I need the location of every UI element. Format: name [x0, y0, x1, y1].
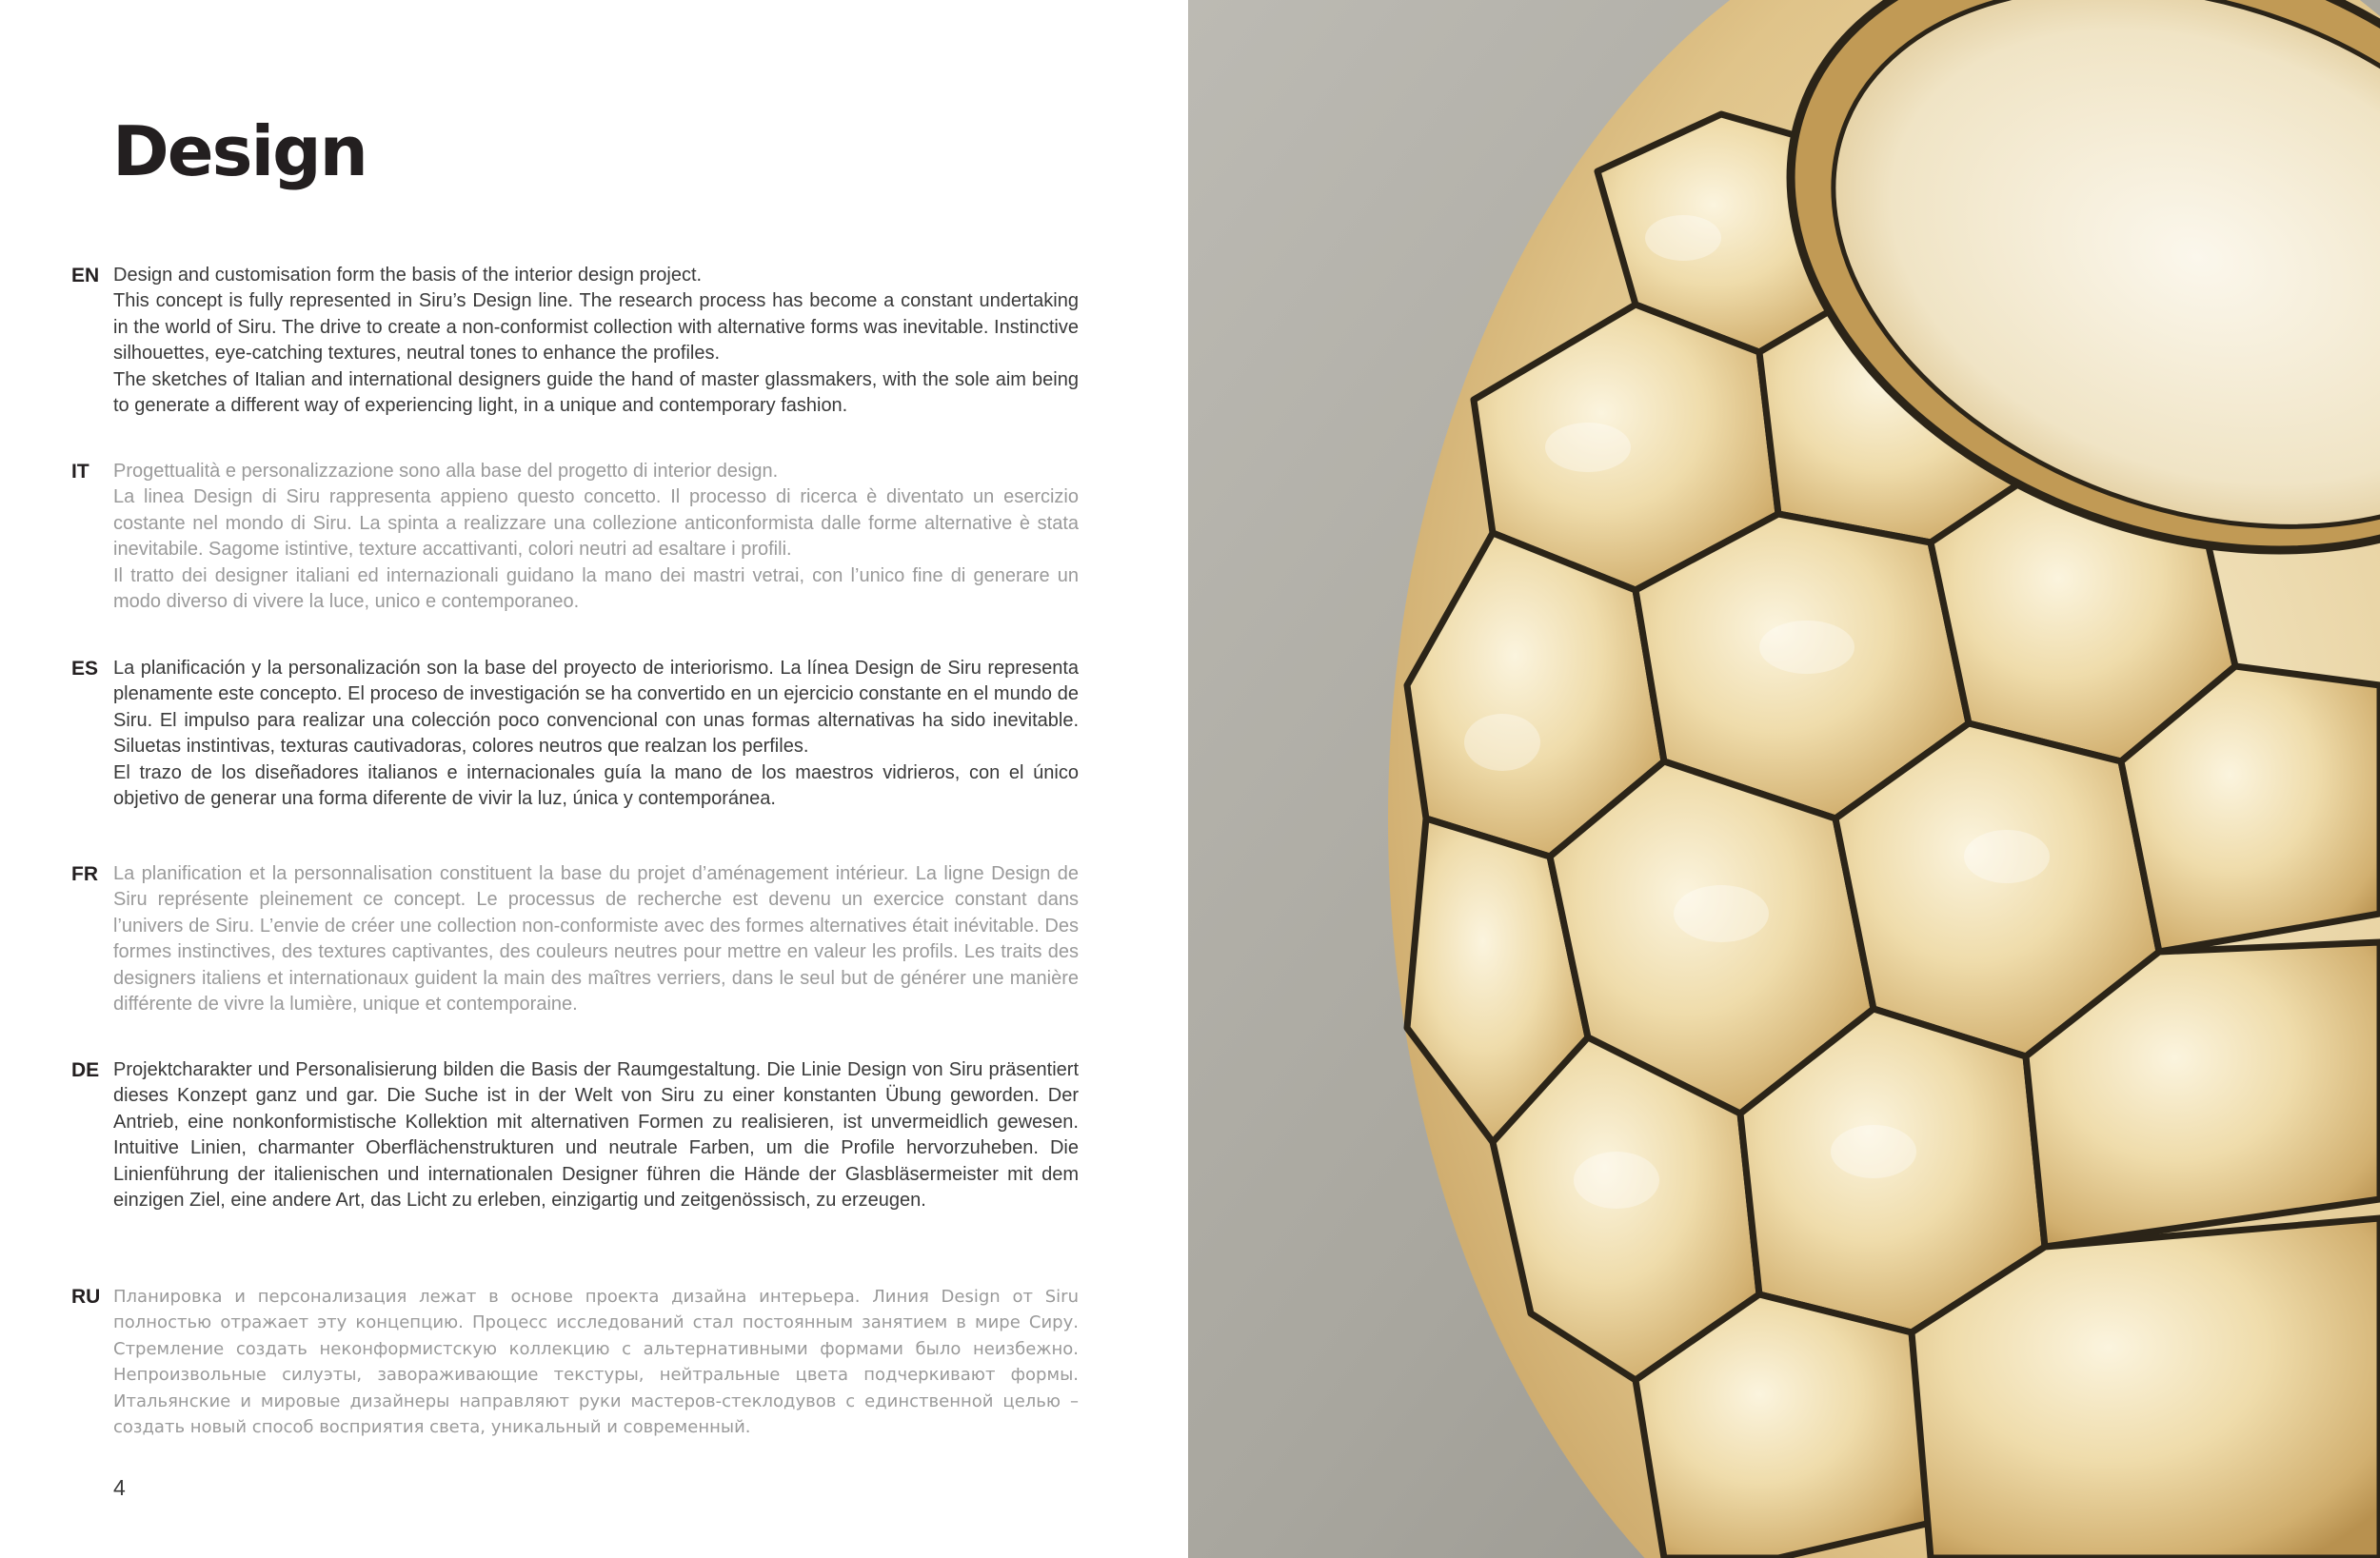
language-code: ES — [71, 658, 99, 680]
section-text — [113, 656, 1079, 812]
page-title: Design — [112, 111, 367, 191]
glass-lamp-illustration — [1188, 0, 2380, 1558]
lamp-body — [1388, 0, 2380, 1558]
paragraph: La planificación y la personalización son la base del proyecto de interiorismo. La línea Design de Siru representa plenamente este concepto. El proceso de investigación se ha convertido en un ejercicio constante en el mundo de Siru. El impulso para realizar una colección poco convencional con unas formas alternativas ha sido inevitable. Siluetas instintivas, texturas cautivadoras, colores neutros que realzan los perfiles. — [113, 658, 1079, 758]
section-it — [71, 459, 1079, 615]
language-code: RU — [71, 1286, 101, 1308]
section-text — [113, 861, 1079, 1017]
paragraph: Design and customisation form the basis of the interior design project. — [113, 265, 703, 286]
paragraph: Il tratto dei designer italiani ed internazionali guidano la mano dei mastri vetrai, con l’unico fine di generare un modo diverso di vivere la luce, unico e contemporaneo. — [113, 564, 1079, 613]
language-code: IT — [71, 461, 89, 483]
paragraph: Планировка и персонализация лежат в основе проекта дизайна интерьера. Линия Design от Siru полностью отражает эту концепцию. Процесс исследований стал постоянным занятием в мире Сиру. Стремление создать неконформистскую коллекцию с альтернативными формами было неизбежно. Непроизвольные силуэты, завораживающие текстуры, нейтральные цвета подчеркивают формы. Итальянские и мировые дизайнеры направляют руки мастеров-стеклодувов с единственной целью – создать новый способ восприятия света, уникальный и современный. — [113, 1287, 1079, 1438]
section-ru — [71, 1284, 1079, 1440]
section-text — [113, 263, 1079, 419]
language-code: EN — [71, 265, 100, 286]
glass-lamp-photo — [1188, 0, 2380, 1558]
paragraph: This concept is fully represented in Siru’s Design line. The research process has become a constant undertaking in the world of Siru. The drive to create a non-conformist collection with alternative forms was inevitable. Instinctive silhouettes, eye-catching textures, neutral tones to enhance the profiles. — [113, 290, 1079, 365]
section-en — [71, 263, 1079, 419]
section-text — [113, 1057, 1079, 1213]
section-fr — [71, 861, 1079, 1017]
section-text — [113, 1284, 1079, 1440]
paragraph: La linea Design di Siru rappresenta appieno questo concetto. Il processo di ricerca è diventato un esercizio costante nel mondo di Siru. La spinta a realizzare una collezione anticonformista dalle forme alternative è stata inevitabile. Sagome istintive, texture accattivanti, colori neutri ad esaltare i profili. — [113, 486, 1079, 561]
paragraph: Progettualità e personalizzazione sono alla base del progetto di interior design. — [113, 461, 779, 482]
paragraph: Projektcharakter und Personalisierung bilden die Basis der Raumgestaltung. Die Linie Design von Siru präsentiert dieses Konzept ganz und gar. Die Suche ist in der Welt von Siru zu einer konstanten Übung geworden. Der Antrieb, eine nonkonformistische Kollektion mit alternativen Formen zu realisieren, ist unvermeidlich gewesen. Intuitive Linien, charmanter Oberflächenstrukturen und neutrale Farben, um die Profile hervorzuheben. Die Linienführung der italienischen und internationalen Designer führen die Hände der Glasbläsermeister mit dem einzigen Ziel, eine andere Art, das Licht zu erleben, einzigartig und zeitgenössisch, zu erzeugen. — [113, 1059, 1079, 1212]
page-number: 4 — [113, 1475, 126, 1500]
text-page — [0, 0, 1188, 1558]
paragraph: El trazo de los diseñadores italianos e internacionales guía la mano de los maestros vidrieros, con el único objetivo de generar una forma diferente de vivir la luz, única y contemporánea. — [113, 761, 1079, 810]
paragraph: La planification et la personnalisation constituent la base du projet d’aménagement intérieur. La ligne Design de Siru représente pleinement ce concept. Le processus de recherche est devenu un exercice constant dans l’univers de Siru. L’envie de créer une collection non-conformiste avec des formes alternatives était inévitable. Des formes instinctives, des textures captivantes, des couleurs neutres pour mettre en valeur les profils. Les traits des designers italiens et internationaux guident la main des maîtres verriers, dans le seul but de générer une manière différente de vivre la lumière, unique et contemporaine. — [113, 863, 1079, 1016]
section-es — [71, 656, 1079, 812]
section-de — [71, 1057, 1079, 1213]
language-code: DE — [71, 1059, 100, 1081]
section-text — [113, 459, 1079, 615]
language-code: FR — [71, 863, 98, 885]
paragraph: The sketches of Italian and international designers guide the hand of master glassmakers, with the sole aim being to generate a different way of experiencing light, in a unique and contemporary fashion. — [113, 368, 1079, 417]
